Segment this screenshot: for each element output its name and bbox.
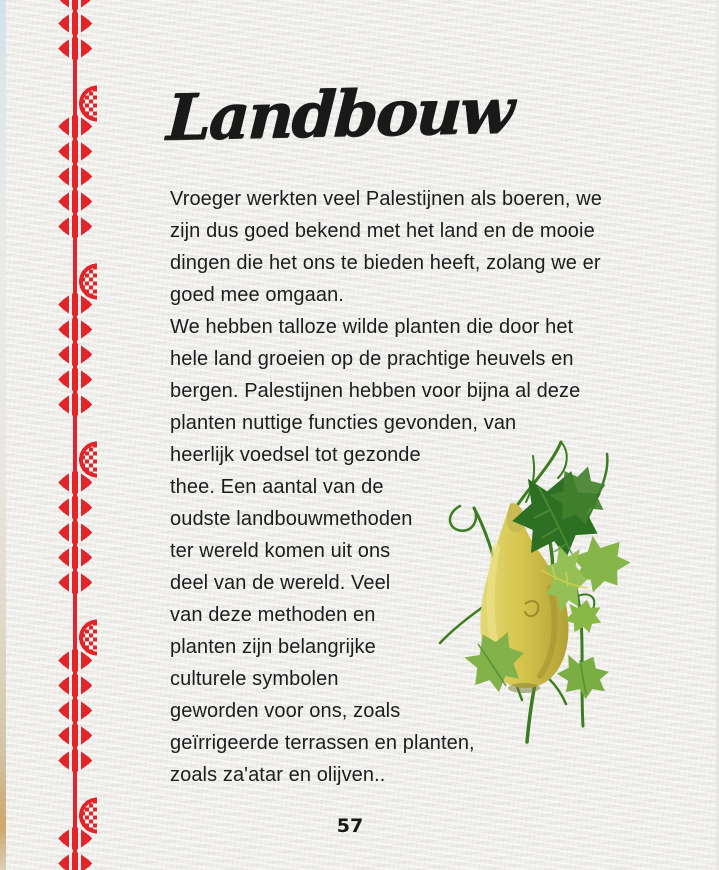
body-line: dingen die het ons te bieden heeft, zolang we er	[170, 252, 601, 274]
body-line: We hebben talloze wilde planten die door het	[170, 316, 574, 338]
body-line: planten zijn belangrijke	[170, 636, 376, 658]
body-line: van deze methoden en	[170, 604, 376, 626]
body-line: planten nuttige functies gevonden, van	[170, 412, 517, 434]
body-line: goed mee omgaan.	[170, 284, 344, 306]
body-line: geïrrigeerde terrassen en planten,	[170, 732, 475, 754]
body-line: thee. Een aantal van de	[170, 476, 384, 498]
body-line: heerlijk voedsel tot gezonde	[170, 444, 421, 466]
body-line: bergen. Palestijnen hebben voor bijna al deze	[170, 380, 581, 402]
page-edge-left	[0, 0, 6, 870]
body-line: zijn dus goed bekend met het land en de mooie	[170, 220, 595, 242]
body-line: Vroeger werkten veel Palestijnen als boeren, we	[170, 188, 602, 210]
tatreez-border-icon	[53, 0, 97, 870]
body-line: zoals za'atar en olijven..	[170, 764, 386, 786]
body-line: deel van de wereld. Veel	[170, 572, 391, 594]
body-line: ter wereld komen uit ons	[170, 540, 391, 562]
page-number: 57	[336, 815, 364, 837]
body-line: hele land groeien op de prachtige heuvels en	[170, 348, 574, 370]
page-title: Landbouw	[164, 73, 514, 155]
body-line: geworden voor ons, zoals	[170, 700, 401, 722]
gourd-vine-illustration-icon	[430, 438, 675, 748]
body-line: culturele symbolen	[170, 668, 339, 690]
body-line: oudste landbouwmethoden	[170, 508, 413, 530]
